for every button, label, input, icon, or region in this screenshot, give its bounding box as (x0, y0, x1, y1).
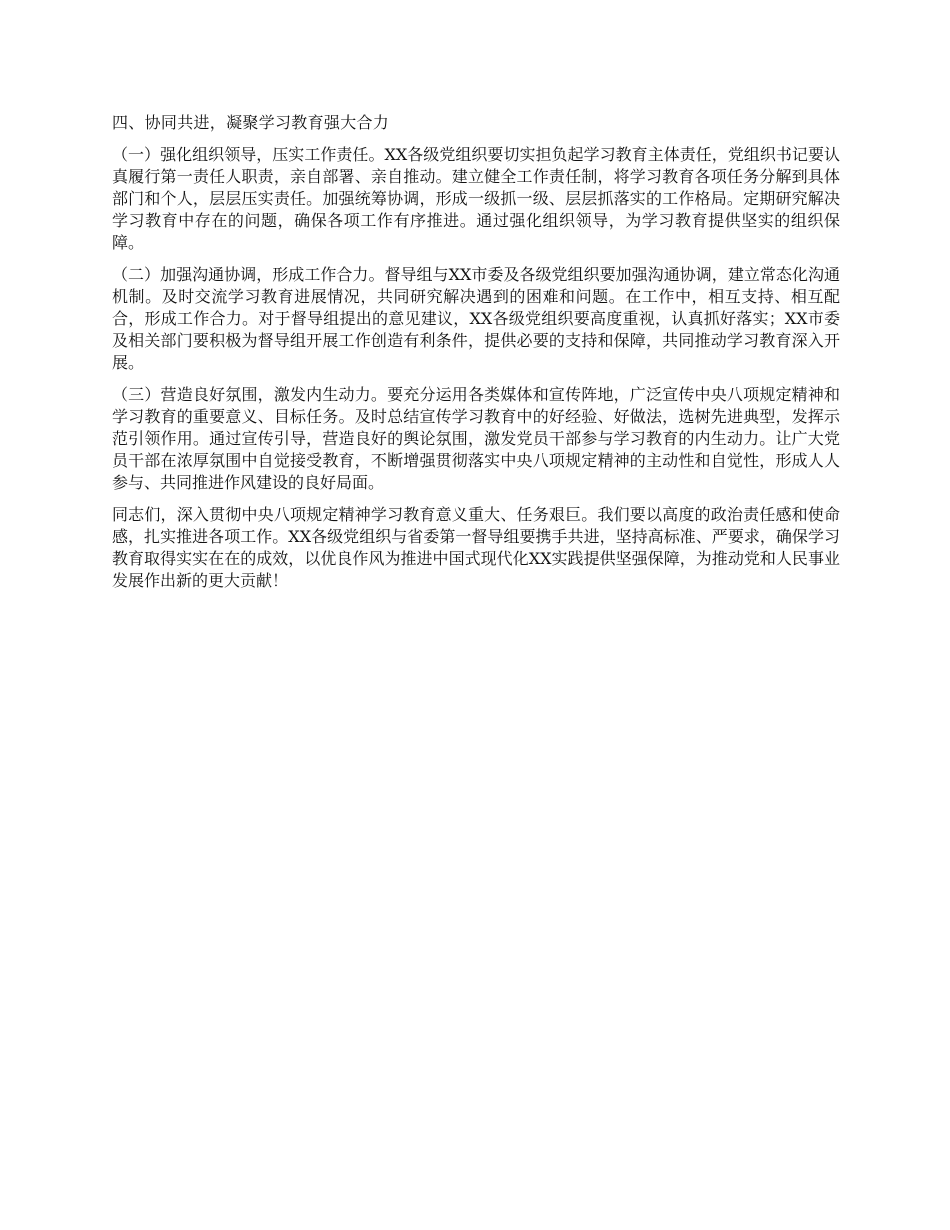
paragraph-organization-leadership: （一）强化组织领导，压实工作责任。XX各级党组织要切实担负起学习教育主体责任，党组织书记要认真履行第一责任人职责，亲自部署、亲自推动。建立健全工作责任制，将学习教育各项任务分解到具体部门和个人，层层压实责任。加强统筹协调，形成一级抓一级、层层抓落实的工作格局。定期研究解决学习教育中存在的问题，确保各项工作有序推进。通过强化组织领导，为学习教育提供坚实的组织保障。 (112, 145, 840, 252)
section-heading: 四、协同共进，凝聚学习教育强大合力 (112, 113, 390, 132)
document-body (112, 112, 840, 602)
paragraph-communication-coordination: （二）加强沟通协调，形成工作合力。督导组与XX市委及各级党组织要加强沟通协调，建立常态化沟通机制。及时交流学习教育进展情况，共同研究解决遇到的困难和问题。在工作中，相互支持、相互配合，形成工作合力。对于督导组提出的意见建议，XX各级党组织要高度重视，认真抓好落实；XX市委及相关部门要积极为督导组开展工作创造有利条件，提供必要的支持和保障，共同推动学习教育深入开展。 (112, 265, 840, 372)
paragraph-closing-remarks: 同志们，深入贯彻中央八项规定精神学习教育意义重大、任务艰巨。我们要以高度的政治责任感和使命感，扎实推进各项工作。XX各级党组织与省委第一督导组要携手共进，坚持高标准、严要求，确保学习教育取得实实在在的成效，以优良作风为推进中国式现代化XX实践提供坚强保障，为推动党和人民事业发展作出新的更大贡献！ (112, 505, 840, 590)
paragraph-atmosphere-motivation: （三）营造良好氛围，激发内生动力。要充分运用各类媒体和宣传阵地，广泛宣传中央八项规定精神和学习教育的重要意义、目标任务。及时总结宣传学习教育中的好经验、好做法，选树先进典型，发挥示范引领作用。通过宣传引导，营造良好的舆论氛围，激发党员干部参与学习教育的内生动力。让广大党员干部在浓厚氛围中自觉接受教育，不断增强贯彻落实中央八项规定精神的主动性和自觉性，形成人人参与、共同推进作风建设的良好局面。 (112, 385, 840, 492)
